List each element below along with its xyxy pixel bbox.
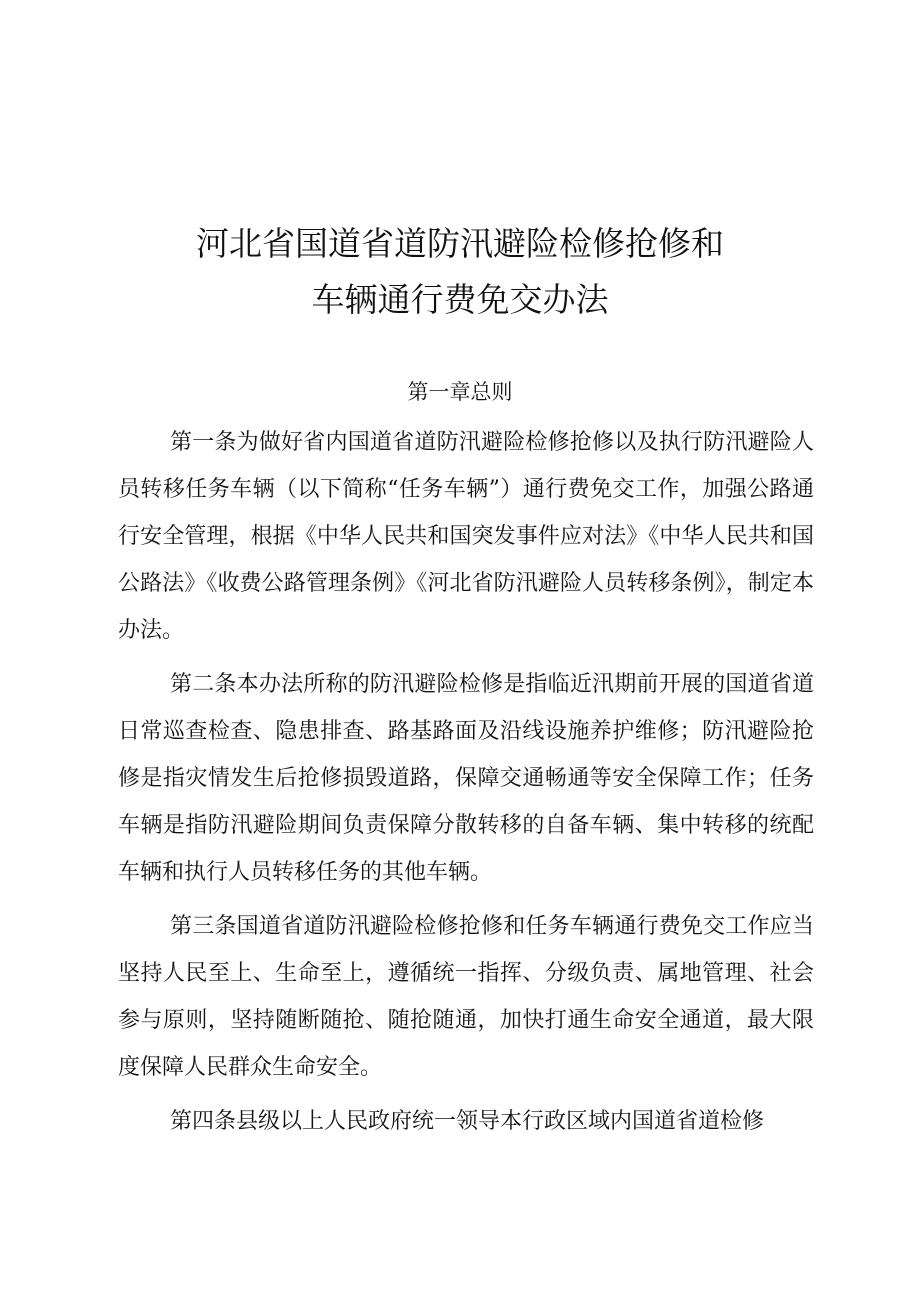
article-3-paragraph: 第三条国道省道防汛避险检修抢修和任务车辆通行费免交工作应当坚持人民至上、生命至上，遵循统一指挥、分级负责、属地管理、社会参与原则，坚持随断随抢、随抢随通，加快打通生命安全通道，最大限度保障人民群众生命安全。 [118,914,814,1080]
document-title-line-2: 车辆通行费免交办法 [311,280,609,319]
document-body [118,419,814,1152]
article-1-paragraph: 第一条为做好省内国道省道防汛避险检修抢修以及执行防汛避险人员转移任务车辆（以下简称“任务车辆”）通行费免交工作，加强公路通行安全管理，根据《中华人民共和国突发事件应对法》《中华人民共和国公路法》《收费公路管理条例》《河北省防汛避险人员转移条例》，制定本办法。 [118,430,814,643]
chapter-heading: 第一章总则 [407,380,513,404]
document-title-line-1: 河北省国道省道防汛避险检修抢修和 [196,224,724,263]
article-2-paragraph: 第二条本办法所称的防汛避险检修是指临近汛期前开展的国道省道日常巡查检查、隐患排查、路基路面及沿线设施养护维修；防汛避险抢修是指灾情发生后抢修损毁道路，保障交通畅通等安全保障工作；任务车辆是指防汛避险期间负责保障分散转移的自备车辆、集中转移的统配车辆和执行人员转移任务的其他车辆。 [118,672,814,885]
article-4-paragraph: 第四条县级以上人民政府统一领导本行政区域内国道省道检修 [170,1109,765,1134]
